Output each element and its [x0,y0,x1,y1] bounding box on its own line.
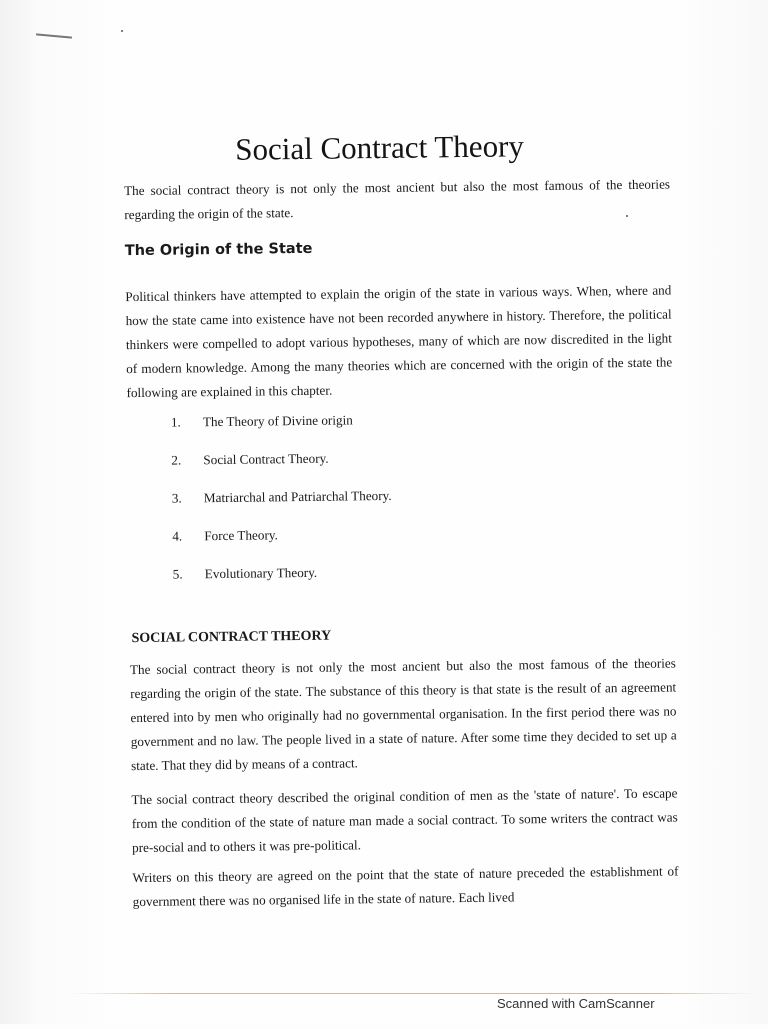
list-item-text: Social Contract Theory. [203,450,329,468]
list-item-text: Matriarchal and Patriarchal Theory. [203,487,392,506]
list-item [171,412,391,453]
section-heading-social-contract: SOCIAL CONTRACT THEORY [131,628,332,647]
origin-paragraph: Political thinkers have attempted to explain the origin of the state in various ways. When, where and how the state came into existence have not been recorded anywhere in history. Therefore, the political thinkers were compelled to adopt various hypotheses, many of which are now discredited in the light of modern knowledge. Among the many theories which are concerned with the origin of the state the following are explained in this chapter. [125,282,673,401]
list-item [171,450,391,491]
intro-paragraph: The social contract theory is not only the most ancient but also the most famous of the theories regarding the origin of the state. [123,176,671,223]
document-title: Social Contract Theory [235,128,525,167]
list-item-number: 2. [171,452,182,468]
list-item-number: 1. [170,414,181,430]
list-item [172,526,392,567]
body-paragraph: The social contract theory is not only the most ancient but also the most famous of the theories regarding the origin of the state. The substance of this theory is that state is the result of an agreement entered into by men who originally had no governmental organisation. In the first period there was no government and no law. The people lived in a state of nature. After some time they decided to set up a state. That they did by means of a contract. [129,655,677,774]
list-item-text: Force Theory. [204,527,278,544]
list-item [172,488,392,529]
body-paragraph: Writers on this theory are agreed on the point that the state of nature preceded the establishment of government there was no organised life in the state of nature. Each lived [132,863,679,910]
body-paragraph: The social contract theory described the original condition of men as the 'state of nature'. To escape from the condition of the state of nature man made a social contract. To some writers the contract was pre-social and to others it was pre-political. [131,785,678,856]
list-item-number: 4. [172,528,183,544]
footer-divider [70,993,756,994]
list-item-text: Evolutionary Theory. [204,564,318,582]
camscanner-watermark: Scanned with CamScanner [497,996,655,1011]
theories-list [171,412,393,605]
list-item-text: The Theory of Divine origin [202,412,353,430]
list-item-number: 3. [171,490,182,506]
section-heading-origin: The Origin of the State [124,240,313,260]
list-item-number: 5. [172,566,183,582]
list-item [173,564,393,605]
